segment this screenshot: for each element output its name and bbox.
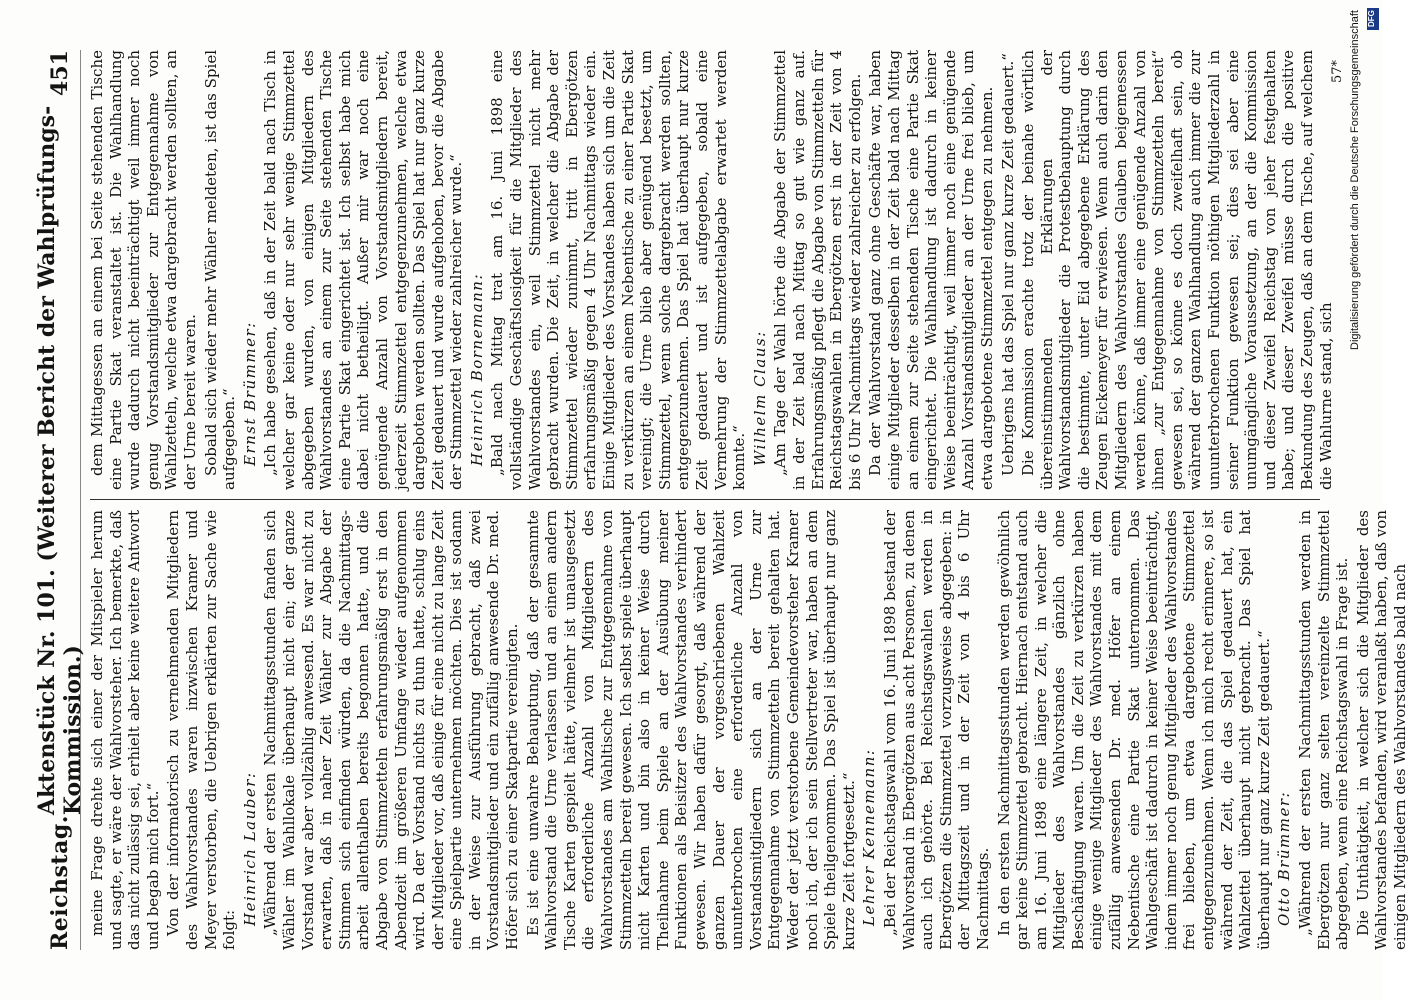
- dfg-credit-strip: [1349, 10, 1371, 990]
- paragraph: „Während der ersten Nachmittagsstunden werden in Ebergötzen nur ganz selten vereinzelte Stimmzettel abgegeben, wenn eine Reichstagswahl in Frage ist.: [1296, 510, 1352, 950]
- speaker-name: Ernst Brümmer:: [240, 321, 259, 466]
- paragraph: „Am Tage der Wahl hörte die Abgabe der Stimmzettel in der Zeit bald nach Mittag so gut wie ganz auf. Erfahrungsmäßig pflegt die Abgabe von Stimmzetteln für Reichstagswahlen in Ebergötzen erst in der Zeit von 4 bis 6 Uhr Nachmittags wieder zahlreicher zu erfolgen.: [771, 50, 864, 490]
- paragraph: „Bald nach Mittag trat am 16. Juni 1898 eine vollständige Geschäftslosigkeit für die Mitglieder des Wahlvorstandes ein, weil Stimmzettel nicht mehr gebracht wurden. Die Zeit, in welcher die Abgabe der Stimmzettel wieder zunimmt, tritt in Ebergötzen erfahrungsmäßig gegen 4 Uhr Nachmittags wieder ein. Einige Mitglieder des Vorstandes haben sich um die Zeit zu verkürzen an einem Nebentische zu einer Partie Skat vereinigt; die Urne blieb aber genügend besetzt, um Stimmzettel, wenn solche dargebracht werden sollten, entgegenzunehmen. Das Spiel hat überhaupt nur kurze Zeit gedauert und ist aufgegeben, sobald eine Vermehrung der Stimmzettelabgabe erwartet werden konnte.“: [488, 50, 749, 490]
- speaker-name: Heinrich Lauber:: [240, 771, 259, 926]
- paragraph: dem Mittagessen an einem bei Seite stehenden Tische eine Partie Skat veranstaltet ist. Die Wahlhandlung wurde dadurch nicht beeinträchtigt weil immer noch genug Vorstandsmitglieder zur Entgegennahme von Wahlzetteln, welche etwa dargebracht werden sollten, an der Urne bereit waren.: [88, 50, 199, 490]
- column-divider: [90, 499, 1320, 500]
- dfg-credit-text: Digitalisierung gefördert durch die Deutsche Forschungsgemeinschaft: [1349, 10, 1361, 350]
- paragraph: Da der Wahlvorstand ganz ohne Geschäfte war, haben einige Mitglieder desselben in der Zeit bald nach Mittag an einem zur Seite stehenden Tische eine Partie Skat eingerichtet. Die Wahlhandlung ist dadurch in keiner Weise beeinträchtigt, weil immer noch eine genügende Anzahl Vorstandsmitglieder an der Urne frei blieb, um etwa dargebotene Stimmzettel entgegen zu nehmen.: [866, 50, 996, 490]
- left-column: [88, 510, 1409, 950]
- dfg-logo: DFG: [1367, 8, 1379, 30]
- page-number: 451: [47, 50, 73, 96]
- right-column: [88, 50, 1335, 490]
- paragraph: Uebrigens hat das Spiel nur ganz kurze Zeit gedauert.“: [998, 53, 1017, 476]
- paragraph: „Bei der Reichstagswahl vom 16. Juni 1898 bestand der Wahlvorstand in Ebergötzen aus acht Personen, zu denen auch ich gehörte. Bei Reichstagswahlen werden in Ebergötzen die Stimmzettel vorzugsweise abgegeben: in der Mittagszeit und in der Zeit von 4 bis 6 Uhr Nachmittags.: [880, 510, 992, 950]
- paragraph: Sobald sich wieder mehr Wähler meldeten, ist das Spiel aufgegeben.“: [201, 50, 239, 490]
- page-header: [34, 50, 86, 950]
- paragraph: „Ich habe gesehen, daß in der Zeit bald nach Tisch in welcher gar keine oder nur sehr wenige Stimmzettel abgegeben wurden, von einigen Mitgliedern des Wahlvorstandes an einem zur Seite stehenden Tische eine Partie Skat eingerichtet ist. Ich selbst habe mich dabei nicht betheiligt. Außer mir war noch eine genügende Anzahl von Vorstandsmitgliedern bereit, jederzeit Stimmzettel entgegenzunehmen, welche etwa dargeboten werden sollten. Das Spiel hat nur ganz kurze Zeit gedauert und wurde aufgehoben, bevor die Abgabe der Stimmzettel wieder zahlreicher wurde.“: [261, 50, 466, 490]
- signature-mark: 57*: [1330, 60, 1345, 84]
- paragraph: Die Unthätigkeit, in welcher sich die Mitglieder des Wahlvorstandes befanden, wird veranlaßt haben, daß von einigen Mitgliedern des Wahlvorstandes bald nach: [1353, 510, 1409, 950]
- paragraph: Es ist eine unwahre Behauptung, daß der gesammte Wahlvorstand die Urne verlassen und an einem andern Tische Karten gespielt hätte, vielmehr ist unausgesetzt die erforderliche Anzahl von Mitgliedern des Wahlvorstandes am Wahltische zur Entgegennahme von Stimmzetteln bereit gewesen. Ich selbst spiele überhaupt nicht Karten und bin also in keiner Weise durch Theilnahme beim Spiele an der Ausübung meiner Funktionen als Beisitzer des Wahlvorstandes verhindert gewesen. Wir haben dafür gesorgt, daß während der ganzen Dauer der vorgeschriebenen Wahlzeit ununterbrochen eine erforderliche Anzahl von Vorstandsmitgliedern sich an der Urne zur Entgegennahme von Stimmzetteln bereit gehalten hat. Weder der jetzt verstorbene Gemeindevorsteher Kramer noch ich, der ich sein Stellvertreter war, haben an dem Spiele theilgenommen. Das Spiel ist überhaupt nur ganz kurze Zeit fortgesetzt.“: [523, 510, 858, 950]
- paragraph: „Während der ersten Nachmittagsstunden fanden sich Wähler im Wahllokale überhaupt nicht ein; der ganze Vorstand war aber vollzählig anwesend. Es war nicht zu erwarten, daß in naher Zeit Wähler zur Abgabe der Stimmen sich einfinden würden, da die Nachmittags-arbeit allenthalben bereits begonnen hatte, und die Abgabe von Stimmzetteln erfahrungsmäßig erst in den Abendzeit im größeren Umfange wieder aufgenommen wird. Da der Vorstand nichts zu thun hatte, schlug eins der Mitglieder vor, daß einige für eine nicht zu lange Zeit eine Spielpartie unternehmen möchten. Dies ist sodann in der Weise zur Ausführung gebracht, daß zwei Vorstandsmitglieder und ein zufällig anwesende Dr. med. Höfer sich zu einer Skatpartie vereinigten.: [261, 510, 522, 950]
- paragraph: meine Frage drehte sich einer der Mitspieler herum und sagte, er wäre der Wahlvorsteher. Ich bemerkte, daß das nicht zulässig sei, erhielt aber keine weitere Antwort und begab mich fort.“: [88, 510, 162, 950]
- header-left: Reichstag.: [47, 815, 73, 950]
- speaker-name: Heinrich Bornemann:: [467, 272, 486, 466]
- speaker-name: Wilhelm Claus:: [750, 330, 769, 466]
- speaker-name: Otto Brümmer:: [1275, 790, 1294, 926]
- header-title: Aktenstück Nr. 101. (Weiterer Bericht der Wahlprüfungs-Kommission.): [34, 105, 86, 816]
- speaker-name: Lehrer Kennemann:: [860, 748, 879, 926]
- paragraph: Von der informatorisch zu vernehmenden Mitgliedern des Wahlvorstandes waren inzwischen Kramer und Meyer verstorben, die Uebrigen erklärten zur Sache wie folgt:: [164, 510, 239, 950]
- paragraph: Die Kommission erachte trotz der beinahe wörtlich übereinstimmenden Erklärungen der Wahlvorstandsmitglieder die Protestbehauptung durch die bestimmte, unter Eid abgegebene Erklärung des Zeugen Eickemeyer für erwiesen. Wenn auch darin den Mitgliedern des Wahlvorstandes Glauben beigemessen werden könne, daß immer eine genügende Anzahl von ihnen „zur Entgegennahme von Stimmzetteln bereit“ gewesen sei, so könne es doch zweifelhaft sein, ob während der ganzen Wahlhandlung auch immer die zur ununterbrochenen Funktion nöthigen Mitgliederzahl in seiner Funktion gewesen sei; dies sei aber eine unumgängliche Voraussetzung, an der die Kommission und dieser Zweifel Reichstag von jeher festgehalten habe; und dieser Zweifel müsse durch die positive Bekundung des Zeugen, daß an dem Tische, auf welchem die Wahlurne stand, sich: [1019, 50, 1335, 490]
- paragraph: In den ersten Nachmittagsstunden werden gewöhnlich gar keine Stimmzettel gebracht. Hiernach entstand auch am 16. Juni 1898 eine längere Zeit, in welcher die Mitglieder des Wahlvorstandes gänzlich ohne Beschäftigung waren. Um die Zeit zu verkürzen haben einige wenige Mitglieder des Wahlvorstandes mit dem zufällig anwesenden Dr. med. Höfer an einem Nebentische eine Partie Skat unternommen. Das Wahlgeschäft ist dadurch in keiner Weise beeinträchtigt, indem immer noch genug Mitglieder des Wahlvorstandes frei blieben, um etwa dargebotene Stimmzettel entgegenzunehmen. Wenn ich mich recht erinnere, so ist während der Zeit, die das Spiel gedauert hat, ein Wahlzettel überhaupt nicht gebracht. Das Spiel hat überhaupt nur ganz kurze Zeit gedauert.“: [994, 510, 1273, 950]
